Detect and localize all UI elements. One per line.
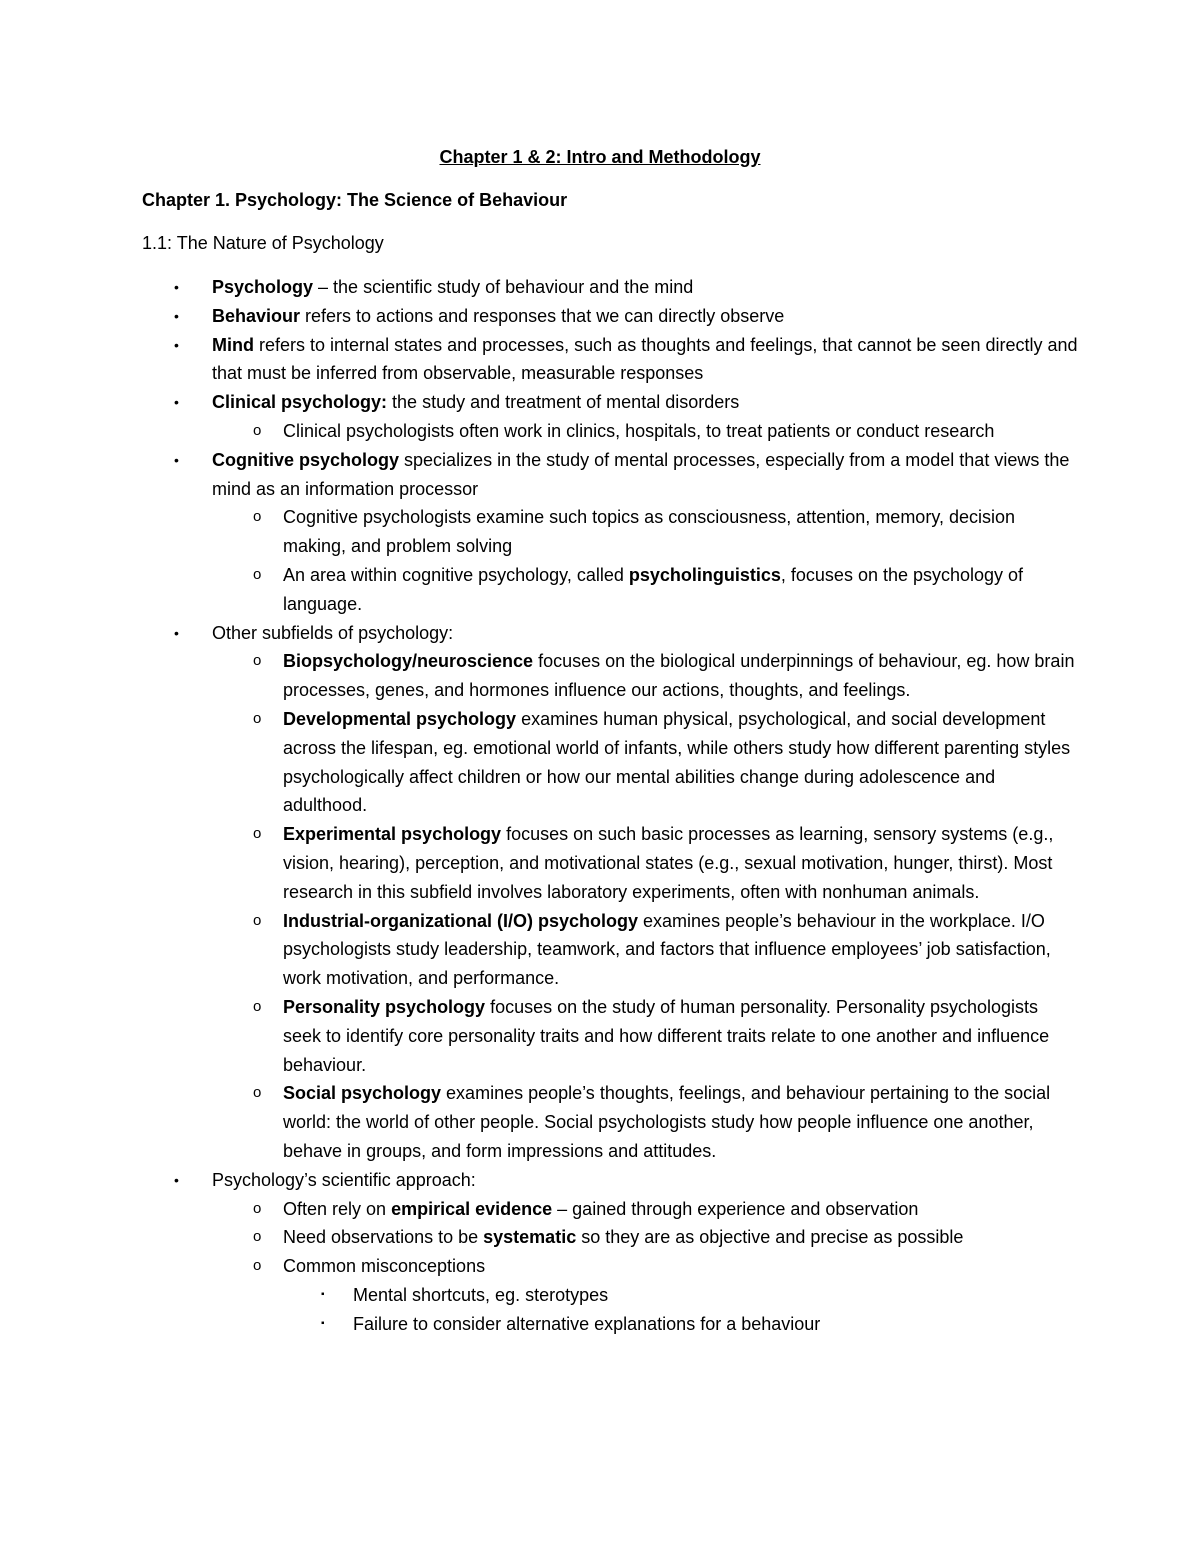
circle-bullet-icon: o	[253, 421, 262, 439]
key-term: Psychology	[212, 277, 314, 297]
list-item	[174, 619, 1080, 648]
bullet-icon: •	[174, 1171, 179, 1188]
item-text: focuses on the biological underpinnings of behaviour, eg. how brain processes, genes, and hormones influence our actions, thoughts, and feelings.	[283, 651, 1075, 701]
key-term: Social psychology	[283, 1083, 442, 1104]
item-text: focuses on the study of human personality. Personality psychologists seek to identify core personality traits and how different traits relate to one another and influence behaviour.	[283, 996, 1050, 1075]
bullet-icon: •	[174, 624, 179, 641]
sub-list-item	[253, 820, 1080, 906]
item-text: refers to internal states and processes, such as thoughts and feelings, that cannot be seen directly and that must be inferred from observable, measurable responses	[212, 334, 1078, 384]
sub-list-item	[253, 417, 1080, 446]
circle-bullet-icon: o	[253, 997, 262, 1015]
sub-list-item	[253, 907, 1080, 993]
sub-list-item	[253, 647, 1080, 705]
chapter-heading: Chapter 1. Psychology: The Science of Behaviour	[142, 190, 568, 210]
sub-list-item	[253, 1252, 1080, 1281]
item-text: examines human physical, psychological, and social development across the lifespan, eg. emotional world of infants, while others study how different parenting styles psychologically affect children or how our mental abilities change during adolescence and adulthood.	[283, 708, 1071, 816]
circle-bullet-icon: o	[253, 911, 262, 929]
bullet-icon: •	[174, 307, 179, 324]
item-text-prefix: An area within cognitive psychology, called	[283, 564, 629, 585]
circle-bullet-icon: o	[253, 825, 262, 843]
item-text: Failure to consider alternative explanations for a behaviour	[353, 1313, 821, 1334]
list-item	[174, 302, 1080, 331]
sub-sub-list-item	[321, 1310, 1080, 1339]
item-text-prefix: Often rely on	[283, 1198, 392, 1219]
square-bullet-icon: ▪	[321, 1288, 325, 1300]
item-text: examines people’s thoughts, feelings, and behaviour pertaining to the social world: the world of other people. Social psychologists study how people influence one another, behave in groups, and form impressions and attitudes.	[283, 1083, 1051, 1161]
sub-list-item	[253, 561, 1080, 619]
circle-bullet-icon: o	[253, 508, 262, 526]
item-text: , focuses on the psychology of language.	[283, 564, 1024, 614]
sub-sub-list-item	[321, 1281, 1080, 1310]
circle-bullet-icon: o	[253, 565, 262, 583]
notes-list	[0, 273, 1200, 1338]
item-text: refers to actions and responses that we can directly observe	[300, 305, 785, 326]
document-title: Chapter 1 & 2: Intro and Methodology	[439, 147, 761, 167]
bullet-icon: •	[174, 336, 179, 353]
key-term: Personality psychology	[283, 996, 486, 1017]
circle-bullet-icon: o	[253, 1257, 262, 1275]
sub-list-item	[253, 1195, 1080, 1224]
sub-list-item	[253, 503, 1080, 561]
key-term: Biopsychology/neuroscience	[283, 651, 534, 672]
list-item	[174, 273, 1080, 302]
key-term: Clinical psychology:	[212, 392, 388, 413]
circle-bullet-icon: o	[253, 1199, 262, 1217]
item-text: Cognitive psychologists examine such topics as consciousness, attention, memory, decision making, and problem solving	[283, 507, 1016, 557]
key-term: Developmental psychology	[283, 708, 517, 729]
item-text: Psychology’s scientific approach:	[212, 1169, 476, 1190]
item-text-prefix: Need observations to be	[283, 1227, 484, 1248]
sub-list-item	[253, 1079, 1080, 1165]
list-item	[174, 388, 1080, 417]
key-term: empirical evidence	[391, 1198, 553, 1219]
key-term: Industrial-organizational (I/O) psychology	[283, 910, 639, 931]
bullet-icon: •	[174, 394, 179, 411]
list-item	[174, 1166, 1080, 1195]
item-text: Other subfields of psychology:	[212, 622, 454, 643]
square-bullet-icon: ▪	[321, 1317, 325, 1329]
circle-bullet-icon: o	[253, 652, 262, 670]
key-term: Experimental psychology	[283, 824, 502, 845]
item-text: the study and treatment of mental disorders	[387, 392, 740, 413]
bullet-icon: •	[174, 451, 179, 468]
list-item	[174, 446, 1080, 504]
circle-bullet-icon: o	[253, 709, 262, 727]
item-text: so they are as objective and precise as possible	[576, 1227, 964, 1248]
item-text: focuses on such basic processes as learning, sensory systems (e.g., vision, hearing), perception, and motivational states (e.g., sexual motivation, hunger, thirst). Most research in this subfield involves laboratory experiments, often with nonhuman animals.	[283, 824, 1054, 902]
item-text: examines people’s behaviour in the workplace. I/O psychologists study leadership, teamwork, and factors that influence employees’ job satisfaction, work motivation, and performance.	[283, 910, 1051, 989]
circle-bullet-icon: o	[253, 1228, 262, 1246]
sub-list-item	[253, 993, 1080, 1079]
section-heading: 1.1: The Nature of Psychology	[142, 233, 384, 253]
item-text: Mental shortcuts, eg. sterotypes	[353, 1284, 609, 1305]
list-item	[174, 331, 1080, 389]
bullet-icon: •	[174, 279, 179, 295]
sub-list-item	[253, 1223, 1080, 1252]
key-term: psycholinguistics	[628, 564, 781, 585]
item-text: Clinical psychologists often work in clinics, hospitals, to treat patients or conduct research	[283, 420, 995, 441]
key-term: Cognitive psychology	[212, 449, 400, 470]
key-term: systematic	[483, 1227, 577, 1248]
item-text: Common misconceptions	[283, 1256, 486, 1277]
circle-bullet-icon: o	[253, 1084, 262, 1102]
item-text: – the scientific study of behaviour and the mind	[313, 277, 694, 297]
sub-list-item	[253, 705, 1080, 820]
key-term: Mind	[212, 334, 254, 355]
item-text: – gained through experience and observation	[552, 1198, 919, 1219]
item-text: specializes in the study of mental processes, especially from a model that views the mind as an information processor	[212, 449, 1070, 499]
key-term: Behaviour	[212, 305, 301, 326]
